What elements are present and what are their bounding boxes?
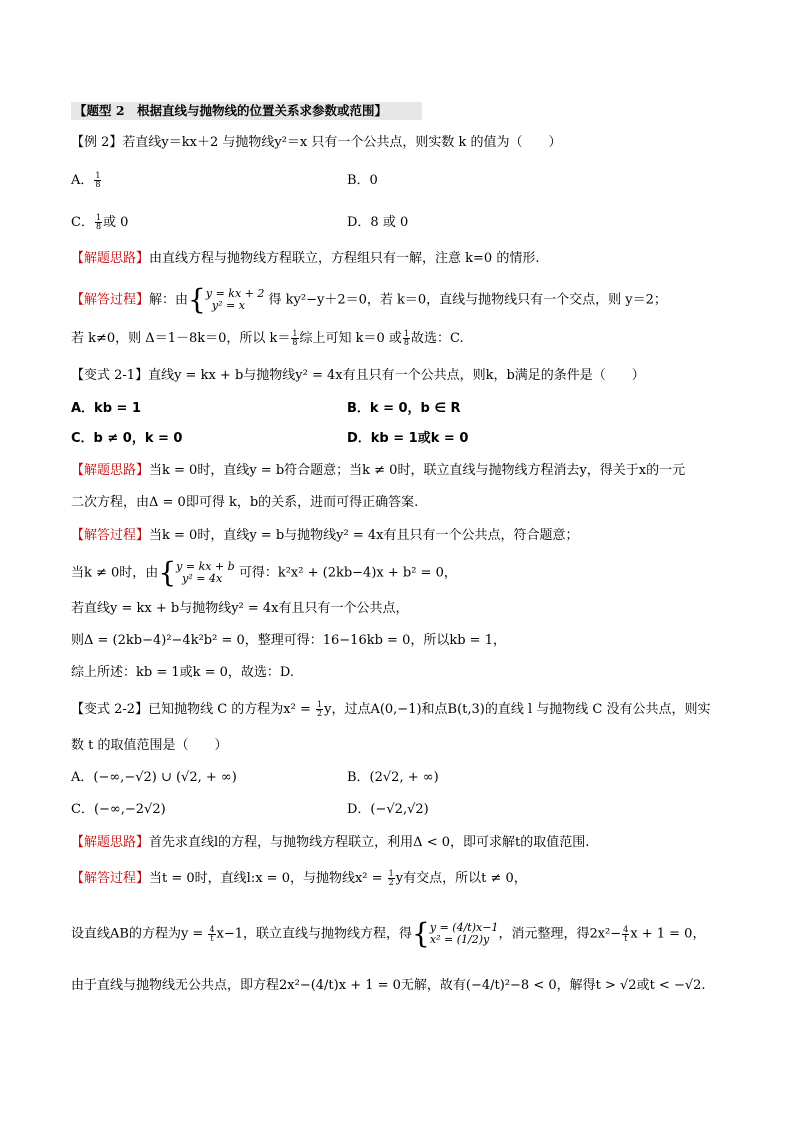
variant-label: 【变式 2-1】 bbox=[71, 368, 149, 383]
option-c-prefix: C． bbox=[71, 215, 94, 230]
v21-process-text: 当k = 0时，直线y = b与抛物线y² = 4x有且只有一个公共点，符合题意； bbox=[149, 528, 579, 543]
v22-option-b: B．(2√2, + ∞) bbox=[347, 770, 439, 785]
v21-line2-suffix: 可得：k²x² + (2kb−4)x + b² = 0， bbox=[238, 565, 457, 581]
process-line-2 bbox=[71, 330, 464, 348]
v22-line2-denominator: t bbox=[210, 933, 214, 943]
v22-stem-numerator: 1 bbox=[317, 700, 323, 709]
idea-text: 由直线方程与抛物线方程联立，方程组只有一解，注意 k=0 的情形. bbox=[149, 251, 540, 266]
v22-system-eq-2: x² = (1/2)y bbox=[429, 933, 490, 946]
v22-process-line-2 bbox=[71, 917, 706, 950]
fraction-one-eighth-2 bbox=[403, 330, 410, 347]
v22-process-label: 【解答过程】 bbox=[71, 871, 150, 886]
v21-process-line-4: 则Δ = (2kb−4)²−4k²b² = 0，整理可得：16−16kb = 0，所以kb = 1， bbox=[71, 633, 506, 648]
variant-stem-text: 直线y = kx + b与抛物线y² = 4x有且只有一个公共点，则k，b满足的条件是（ ） bbox=[148, 368, 645, 383]
v22-line2-suffix: ，消元整理，得2x²− bbox=[498, 926, 622, 942]
v22-option-d: D．(−√2,√2) bbox=[347, 802, 429, 817]
v22-solution-idea bbox=[71, 834, 589, 852]
v21-process-line-5: 综上所述：kb = 1或k = 0，故选：D. bbox=[71, 665, 295, 680]
v22-stem-prefix: 已知抛物线 C 的方程为x² = bbox=[148, 702, 315, 717]
v21-equation-system bbox=[176, 561, 235, 585]
fraction-numerator: 1 bbox=[292, 329, 298, 338]
v22-label: 【变式 2-2】 bbox=[71, 702, 149, 717]
line2-middle: 综上可知 k＝0 或 bbox=[299, 331, 402, 346]
example-stem-text: 若直线y＝kx＋2 与抛物线y²＝x 只有一个公共点，则实数 k 的值为（ ） bbox=[122, 135, 562, 150]
process-label: 【解答过程】 bbox=[71, 292, 150, 308]
v21-process-label: 【解答过程】 bbox=[71, 528, 150, 543]
option-b: B．0 bbox=[347, 173, 378, 188]
solution-process bbox=[71, 283, 667, 316]
option-a-prefix: A． bbox=[71, 173, 94, 188]
v22-solution-process bbox=[71, 870, 527, 888]
idea-label: 【解题思路】 bbox=[71, 251, 150, 266]
v22-system-eq-1: y = (4/t)x−1 bbox=[429, 921, 499, 934]
process-prefix: 解：由 bbox=[149, 292, 189, 308]
variant-2-1-stem bbox=[71, 367, 645, 385]
option-c-fraction bbox=[95, 214, 102, 231]
v22-process-suffix: y有交点，所以t ≠ 0， bbox=[395, 871, 527, 886]
v22-system-brace: { bbox=[412, 917, 430, 950]
variant-2-2-stem bbox=[71, 701, 711, 719]
v22-process-denominator: 2 bbox=[388, 878, 394, 887]
v21-system-brace: { bbox=[158, 556, 177, 589]
v22-idea-text: 首先求直线l的方程，与抛物线方程联立，利用Δ < 0，即可求解t的取值范围. bbox=[149, 835, 590, 850]
v22-process-line-3: 由于直线与抛物线无公共点，即方程2x²−(4/t)x + 1 = 0无解，故有(−4/t)²−8 < 0，解得t > √2或t < −√2. bbox=[71, 978, 706, 993]
v22-stem-fraction bbox=[316, 701, 323, 718]
v21-system-eq-2: y² = 4x bbox=[182, 572, 223, 585]
v22-stem-suffix: y，过点A(0,−1)和点B(t,3)的直线 l 与抛物线 C 没有公共点，则实 bbox=[324, 702, 711, 717]
equation-system bbox=[206, 288, 265, 312]
v21-idea-text-2: 二次方程，由Δ = 0即可得 k，b的关系，进而可得正确答案. bbox=[71, 495, 419, 510]
v21-option-c: C．b ≠ 0，k = 0 bbox=[71, 431, 183, 446]
v22-stem-line-2: 数 t 的取值范围是（ ） bbox=[71, 738, 228, 753]
v22-line2-denominator-2: t bbox=[624, 933, 628, 943]
v21-option-a: A．kb = 1 bbox=[71, 401, 142, 416]
system-eq-1: y = kx + 2 bbox=[205, 287, 265, 300]
v21-system-eq-1: y = kx + b bbox=[176, 560, 235, 573]
fraction2-denominator: 8 bbox=[403, 338, 410, 347]
v21-option-d: D．kb = 1或k = 0 bbox=[347, 431, 469, 446]
v21-solution-idea bbox=[71, 462, 685, 480]
fraction-denominator: 8 bbox=[292, 338, 298, 347]
fraction-one-eighth bbox=[291, 330, 298, 347]
option-a-denominator: 8 bbox=[95, 180, 101, 189]
v21-solution-process bbox=[71, 527, 578, 545]
v22-line2-prefix: 设直线AB的方程为y = bbox=[71, 926, 208, 942]
option-a bbox=[71, 172, 102, 190]
line2-prefix: 若 k≠0，则 Δ＝1－8k＝0，所以 k＝ bbox=[71, 331, 291, 346]
system-brace: { bbox=[188, 283, 206, 316]
system-eq-2: y² = x bbox=[211, 299, 245, 312]
v22-process-fraction bbox=[388, 870, 395, 887]
v22-line2-end: x + 1 = 0， bbox=[630, 926, 706, 942]
v21-option-b: B．k = 0，b ∈ R bbox=[347, 401, 461, 416]
process-suffix: 得 ky²−y＋2＝0，若 k＝0，直线与抛物线只有一个交点，则 y＝2； bbox=[268, 292, 667, 308]
option-d: D．8 或 0 bbox=[347, 215, 409, 230]
v22-option-c: C．(−∞,−2√2) bbox=[71, 802, 166, 817]
v22-line2-numerator: 4 bbox=[209, 924, 215, 934]
v21-process-line-2 bbox=[71, 556, 457, 589]
option-c-denominator: 8 bbox=[95, 222, 102, 231]
solution-idea bbox=[71, 250, 539, 268]
v22-line2-fraction-2 bbox=[622, 926, 629, 943]
v22-line2-numerator-2: 4 bbox=[623, 924, 629, 934]
v22-line2-middle: x−1，联立直线与抛物线方程，得 bbox=[216, 926, 413, 942]
v22-line2-fraction bbox=[208, 926, 215, 943]
option-c bbox=[71, 214, 128, 232]
option-c-suffix: 或 0 bbox=[103, 215, 129, 230]
v21-idea-text-1: 当k = 0时，直线y = b符合题意；当k ≠ 0时，联立直线与抛物线方程消去y，得关于x的一元 bbox=[149, 463, 686, 478]
v22-equation-system bbox=[430, 922, 499, 946]
option-a-fraction bbox=[94, 172, 101, 189]
v21-line2-prefix: 当k ≠ 0时，由 bbox=[71, 565, 159, 581]
example-label: 【例 2】 bbox=[71, 135, 123, 150]
section-heading: 【题型 2 根据直线与抛物线的位置关系求参数或范围】 bbox=[71, 102, 422, 120]
v22-stem-denominator: 2 bbox=[317, 709, 323, 718]
v22-option-a: A．(−∞,−√2) ∪ (√2, + ∞) bbox=[71, 770, 237, 785]
line2-suffix: 故选：C. bbox=[411, 331, 464, 346]
v21-idea-label: 【解题思路】 bbox=[71, 463, 150, 478]
example-2-stem bbox=[71, 134, 562, 152]
fraction2-numerator: 1 bbox=[403, 329, 410, 338]
v21-process-line-3: 若直线y = kx + b与抛物线y² = 4x有且只有一个公共点， bbox=[71, 601, 409, 616]
v22-idea-label: 【解题思路】 bbox=[71, 835, 150, 850]
option-a-numerator: 1 bbox=[95, 171, 101, 180]
option-c-numerator: 1 bbox=[95, 213, 102, 222]
v22-process-numerator: 1 bbox=[388, 869, 394, 878]
v22-process-prefix: 当t = 0时，直线l:x = 0，与抛物线x² = bbox=[149, 871, 387, 886]
